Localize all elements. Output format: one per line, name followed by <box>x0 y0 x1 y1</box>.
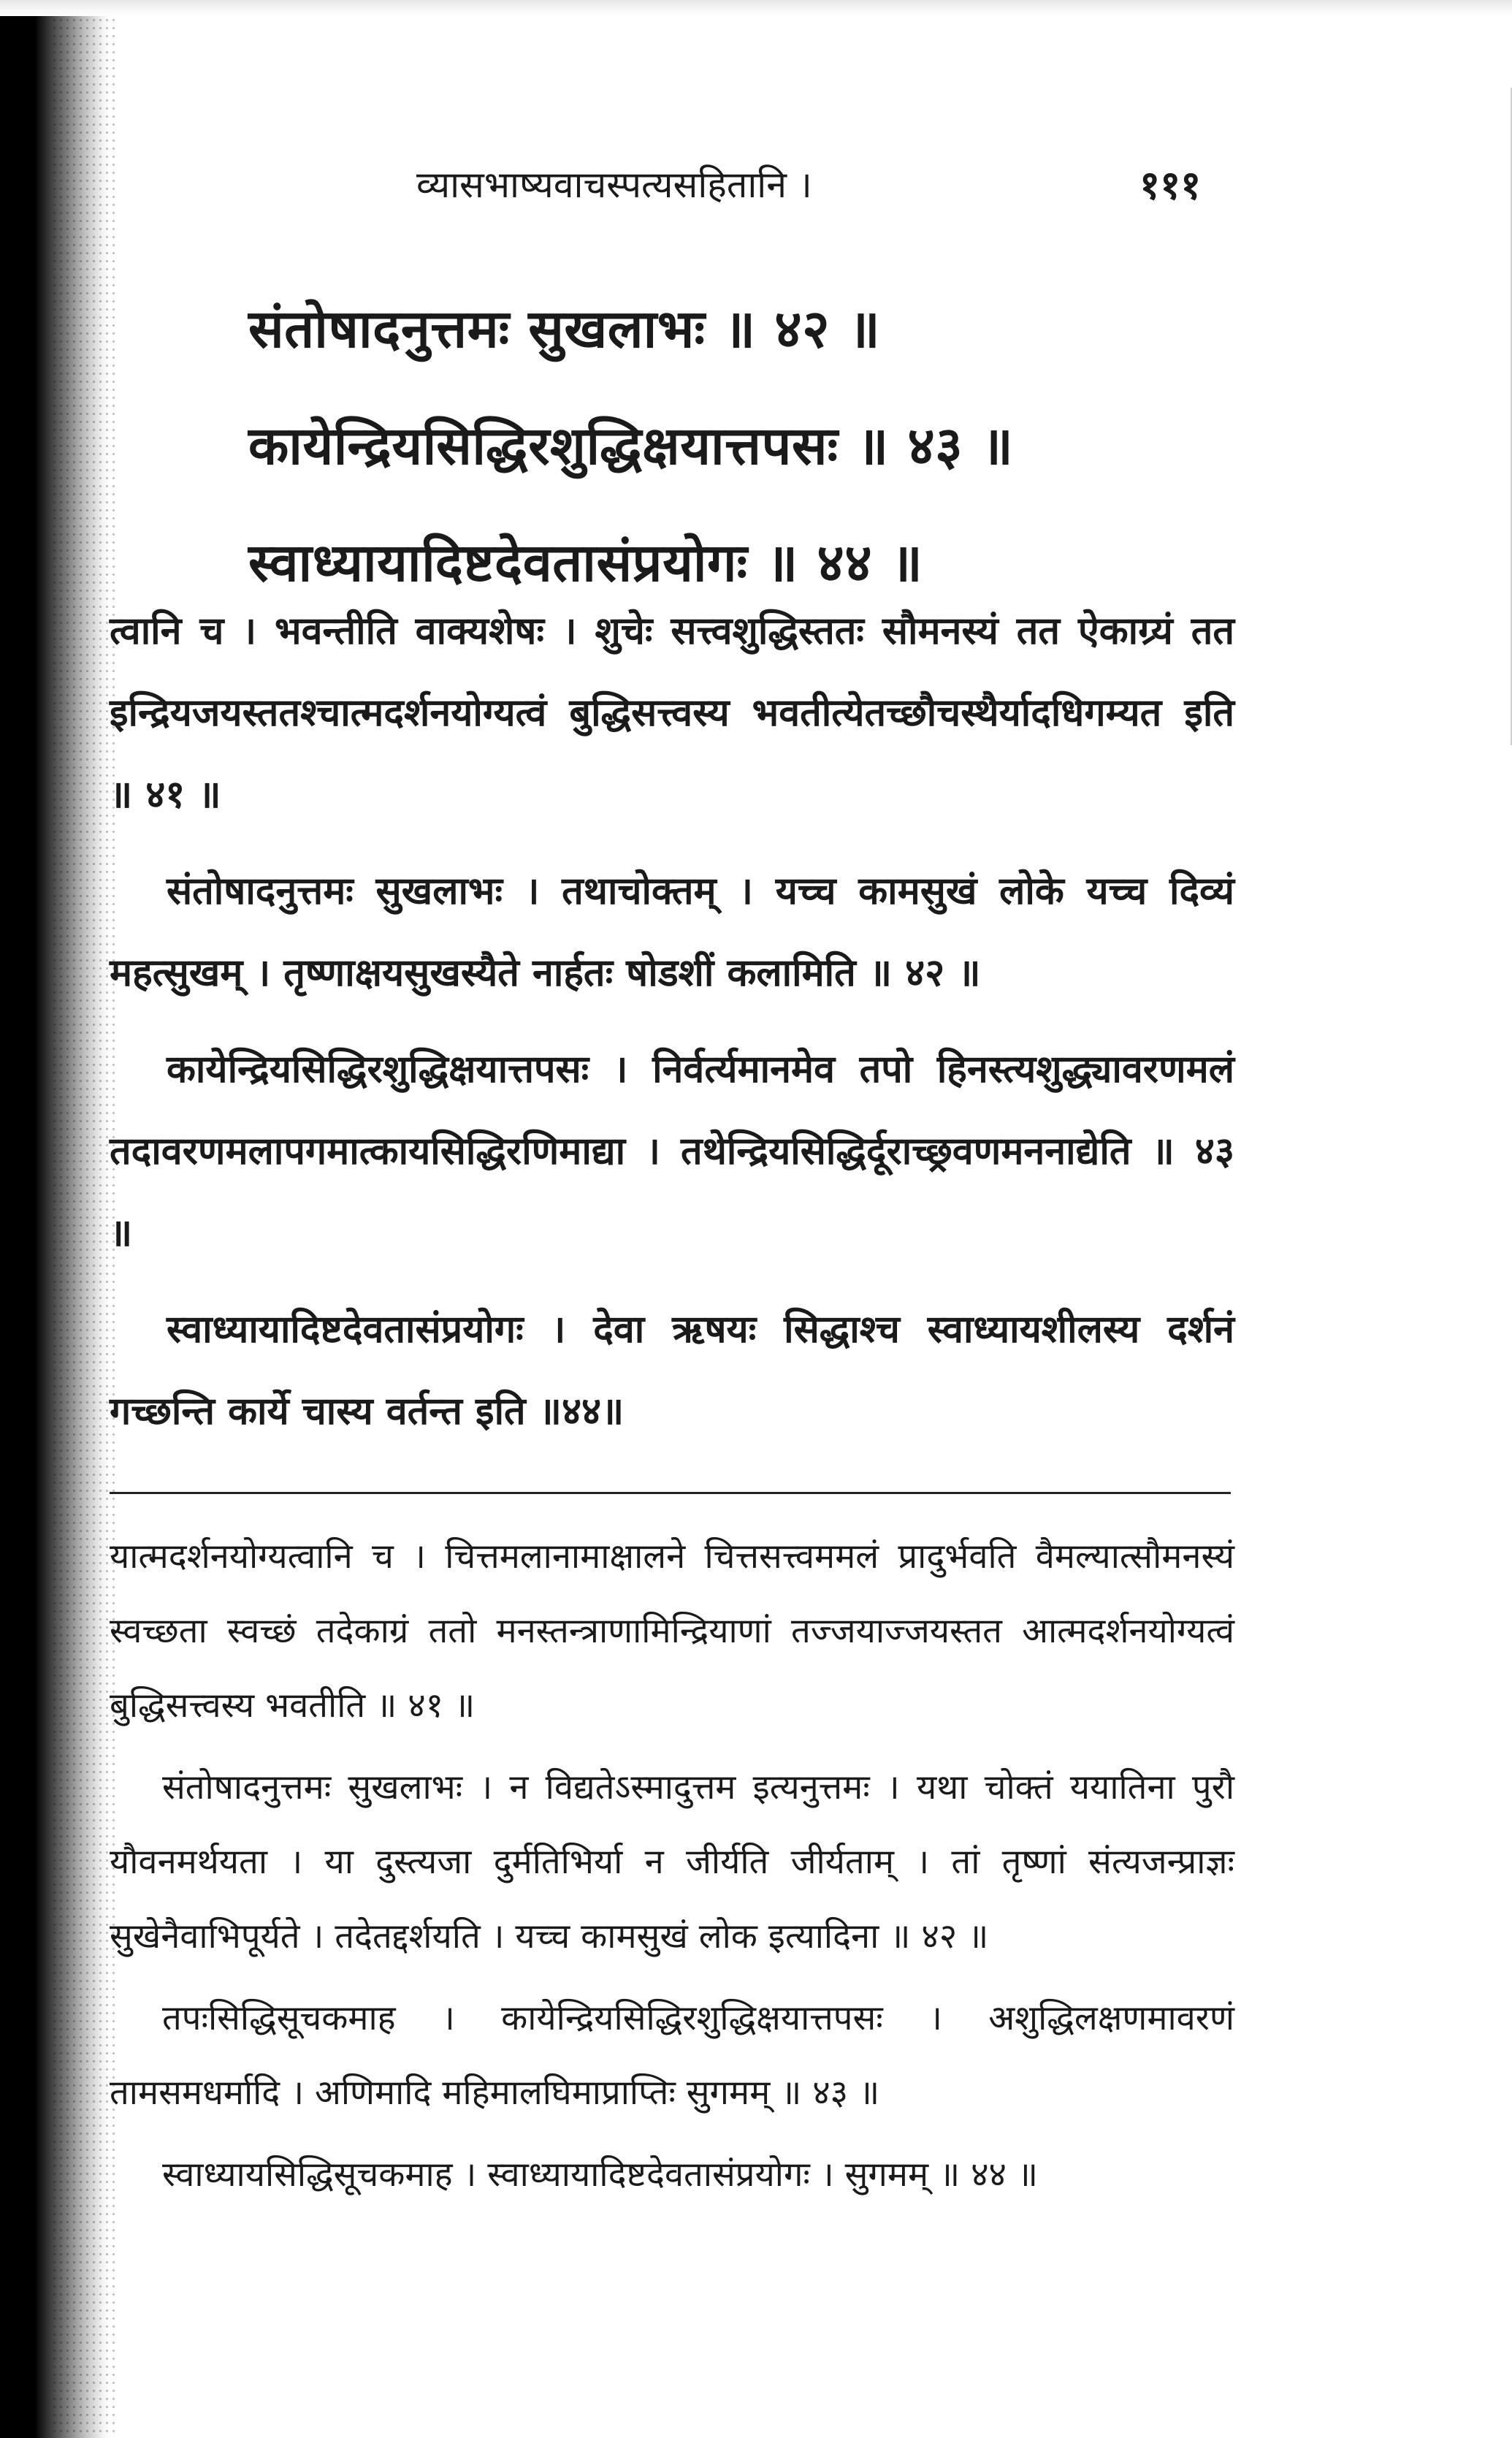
tika-para-42: संतोषादनुत्तमः सुखलाभः । न विद्यतेऽस्मादुत्तम इत्यनुत्तमः । यथा चोक्तं ययातिना पुरौ यौवनमर्थयता । या दुस्त्यजा दुर्मतिभिर्या न जीर्यति जीर्यताम् । तां तृष्णां संत्यजन्प्राज्ञः सुखेनैवाभिपूर्यते । तदेतद्दर्शयति । यच्च कामसुखं लोक इत्यादिना ॥ ४२ ॥ <box>110 1767 1234 1957</box>
sutra-43: कायेन्द्रियसिद्धिरशुद्धिक्षयात्तपसः ॥ ४३ ॥ <box>248 414 1014 476</box>
bhashya-para-41: त्वानि च । भवन्तीति वाक्यशेषः । शुचेः सत्त्वशुद्धिस्ततः सौमनस्यं तत ऐकाग्र्यं तत इन्द्रियजयस्ततश्चात्मदर्शनयोग्यत्वं बुद्धिसत्त्वस्य भवतीत्येतच्छौचस्थैर्यादधिगम्यत इति ॥ ४१ ॥ <box>110 609 1234 817</box>
tika-commentary <box>110 1520 1234 2220</box>
bhashya-commentary <box>110 590 1234 1467</box>
sutra-44: स्वाध्यायादिष्टदेवतासंप्रयोगः ॥ ४४ ॥ <box>248 531 923 593</box>
running-title: व्यासभाष्यवाचस्पत्यसहितानि । <box>416 164 812 206</box>
page-number: १११ <box>1139 161 1202 208</box>
tika-para-41: यात्मदर्शनयोग्यत्वानि च । चित्तमलानामाक्षालने चित्तसत्त्वममलं प्रादुर्भवति वैमल्यात्सौमनस्यं स्वच्छता स्वच्छं तदेकाग्रं ततो मनस्तन्त्राणामिन्द्रियाणां तज्जयाज्जयस्तत आत्मदर्शनयोग्यत्वं बुद्धिसत्त्वस्य भवतीति ॥ ४१ ॥ <box>110 1536 1234 1726</box>
scan-speckle <box>51 0 117 2438</box>
tika-para-44: स्वाध्यायसिद्धिसूचकमाह । स्वाध्यायादिष्टदेवतासंप्रयोगः । सुगमम् ॥ ४४ ॥ <box>162 2155 1039 2195</box>
bhashya-para-42: संतोषादनुत्तमः सुखलाभः । तथाचोक्तम् । यच्च कामसुखं लोके यच्च दिव्यं महत्सुखम् । तृष्णाक्षयसुखस्यैते नार्हतः षोडशीं कलामिति ॥ ४२ ॥ <box>110 869 1234 995</box>
sutra-42: संतोषादनुत्तमः सुखलाभः ॥ ४२ ॥ <box>248 297 881 359</box>
page-top-edge <box>0 0 1512 16</box>
tika-para-43: तपःसिद्धिसूचकमाह । कायेन्द्रियसिद्धिरशुद्धिक्षयात्तपसः । अशुद्धिलक्षणमावरणं तामसमधर्मादि । अणिमादि महिमालघिमाप्राप्तिः सुगमम् ॥ ४३ ॥ <box>110 1998 1234 2113</box>
sutra-block <box>248 270 1417 621</box>
bhashya-para-43: कायेन्द्रियसिद्धिरशुद्धिक्षयात्तपसः । निर्वर्त्यमानमेव तपो हिनस्त्यशुद्ध्यावरणमलं तदावरणमलापगमात्कायसिद्धिरणिमाद्या । तथेन्द्रियसिद्धिर्दूराच्छ्रवणमननाद्येति ॥ ४३ ॥ <box>110 1047 1234 1255</box>
section-divider <box>110 1492 1231 1494</box>
page-right-edge <box>1505 88 1512 745</box>
bhashya-para-44: स्वाध्यायादिष्टदेवतासंप्रयोगः । देवा ऋषयः सिद्धाश्च स्वाध्यायशीलस्य दर्शनं गच्छन्ति कार्ये चास्य वर्तन्त इति ॥४४॥ <box>110 1307 1234 1433</box>
